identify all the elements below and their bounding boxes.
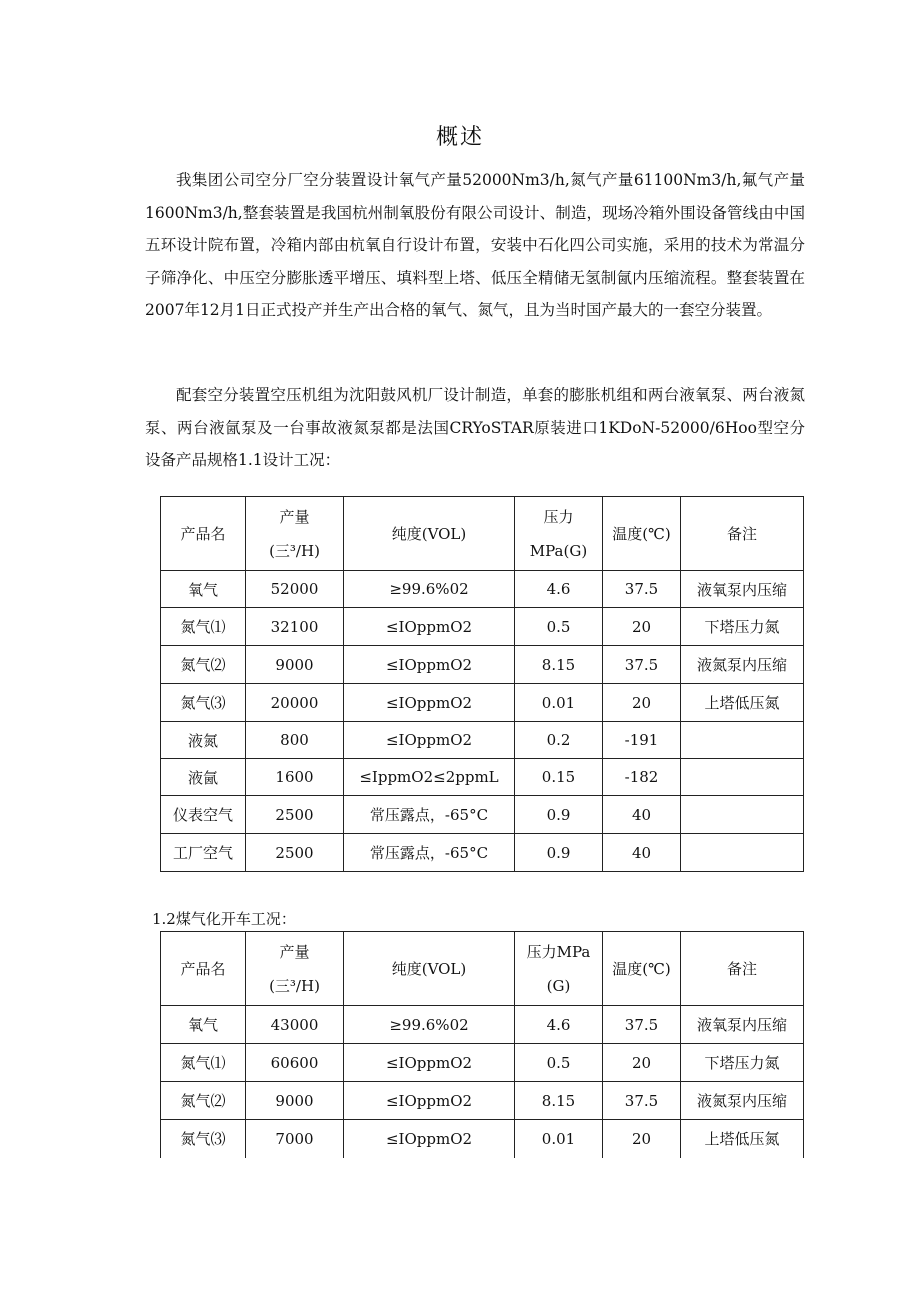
design-conditions-table — [160, 496, 804, 872]
cell-temp: 37.5 — [603, 571, 681, 608]
header-output-line1: 产量 — [279, 507, 310, 526]
cell-output: 2500 — [246, 796, 344, 834]
cell-note: 下塔压力氮 — [681, 608, 804, 646]
header-product: 产品名 — [161, 932, 246, 1006]
header-temp: 温度(℃) — [603, 932, 681, 1006]
section-caption: 1.2煤气化开车工况： — [152, 910, 296, 928]
cell-purity: ≤IOppmO2 — [344, 1120, 515, 1158]
cell-note — [681, 834, 804, 872]
cell-product: 液氤 — [161, 759, 246, 796]
cell-purity: ≤IOppmO2 — [344, 684, 515, 722]
table-row — [161, 571, 804, 608]
cell-temp: 40 — [603, 834, 681, 872]
cell-output: 2500 — [246, 834, 344, 872]
cell-purity: 常压露点，-65°C — [344, 834, 515, 872]
cell-pressure: 0.01 — [515, 1120, 603, 1158]
header-pressure-line2: MPa(G) — [529, 541, 588, 560]
cell-temp: 37.5 — [603, 1082, 681, 1120]
cell-output: 7000 — [246, 1120, 344, 1158]
cell-pressure: 0.5 — [515, 608, 603, 646]
cell-product: 氮气⑶ — [161, 1120, 246, 1158]
header-pressure-line1: 压力 — [543, 507, 574, 526]
cell-note: 液氧泵内压缩 — [681, 571, 804, 608]
table-row — [161, 1006, 804, 1044]
cell-purity: ≥99.6%02 — [344, 571, 515, 608]
cell-note: 上塔低压氮 — [681, 1120, 804, 1158]
cell-product: 氮气⑵ — [161, 646, 246, 684]
cell-output: 1600 — [246, 759, 344, 796]
cell-product: 氮气⑴ — [161, 1044, 246, 1082]
cell-note: 上塔低压氮 — [681, 684, 804, 722]
cell-product: 氮气⑵ — [161, 1082, 246, 1120]
cell-note — [681, 759, 804, 796]
header-note: 备注 — [681, 932, 804, 1006]
intro-paragraph: 我集团公司空分厂空分装置设计氧气产量52000Nm3/h,氮气产量61100Nm3/h,氟气产量1600Nm3/h,整套装置是我国杭州制氧股份有限公司设计、制造，现场冷箱外围设备管线由中国五环设计院布置，冷箱内部由杭氧自行设计布置，安装中石化四公司实施，采用的技术为常温分子筛净化、中压空分膨胀透平增压、填料型上塔、低压全精储无氢制氤内压缩流程。整套装置在2007年12月1日正式投产并生产出合格的氧气、氮气，且为当时国产最大的一套空分装置。 — [145, 171, 805, 319]
cell-pressure: 0.9 — [515, 834, 603, 872]
cell-pressure: 0.5 — [515, 1044, 603, 1082]
cell-pressure: 0.01 — [515, 684, 603, 722]
cell-purity: ≤IppmO2≤2ppmL — [344, 759, 515, 796]
table-header-row — [161, 932, 804, 1006]
cell-purity: ≤IOppmO2 — [344, 1044, 515, 1082]
equipment-paragraph: 配套空分装置空压机组为沈阳鼓风机厂设计制造，单套的膨胀机组和两台液氧泵、两台液氮泵、两台液氤泵及一台事故液氮泵都是法国CRYoSTAR原装进口1KDoN-52000/6Hoo型空分设备产品规格1.1设计工况： — [145, 386, 805, 469]
cell-note — [681, 722, 804, 759]
cell-purity: ≤IOppmO2 — [344, 608, 515, 646]
header-temp: 温度(℃) — [603, 497, 681, 571]
cell-note — [681, 796, 804, 834]
table-row — [161, 759, 804, 796]
cell-output: 9000 — [246, 1082, 344, 1120]
cell-output: 32100 — [246, 608, 344, 646]
cell-pressure: 0.15 — [515, 759, 603, 796]
cell-temp: 20 — [603, 1120, 681, 1158]
cell-product: 液氮 — [161, 722, 246, 759]
table-row — [161, 796, 804, 834]
header-purity: 纯度(VOL) — [344, 932, 515, 1006]
table-row — [161, 1082, 804, 1120]
cell-output: 52000 — [246, 571, 344, 608]
cell-product: 氧气 — [161, 571, 246, 608]
cell-product: 仪表空气 — [161, 796, 246, 834]
cell-temp: 20 — [603, 1044, 681, 1082]
header-purity: 纯度(VOL) — [344, 497, 515, 571]
cell-product: 氮气⑴ — [161, 608, 246, 646]
cell-product: 氧气 — [161, 1006, 246, 1044]
cell-product: 工厂空气 — [161, 834, 246, 872]
table-header-row — [161, 497, 804, 571]
cell-output: 43000 — [246, 1006, 344, 1044]
table-row — [161, 646, 804, 684]
table-row — [161, 1044, 804, 1082]
table-row — [161, 722, 804, 759]
cell-note: 液氧泵内压缩 — [681, 1006, 804, 1044]
cell-note: 液氮泵内压缩 — [681, 1082, 804, 1120]
cell-temp: -182 — [603, 759, 681, 796]
header-output-line2: (三³/H) — [269, 976, 320, 995]
header-pressure-line2: (G) — [546, 976, 571, 995]
header-pressure-line1: 压力MPa — [526, 942, 591, 961]
cell-output: 20000 — [246, 684, 344, 722]
cell-purity: 常压露点，-65°C — [344, 796, 515, 834]
cell-output: 800 — [246, 722, 344, 759]
cell-purity: ≤IOppmO2 — [344, 1082, 515, 1120]
header-pressure — [515, 497, 603, 571]
header-note: 备注 — [681, 497, 804, 571]
header-output-line1: 产量 — [279, 942, 310, 961]
cell-output: 60600 — [246, 1044, 344, 1082]
cell-temp: 20 — [603, 608, 681, 646]
table-row — [161, 684, 804, 722]
cell-pressure: 4.6 — [515, 1006, 603, 1044]
cell-temp: 37.5 — [603, 646, 681, 684]
cell-pressure: 8.15 — [515, 1082, 603, 1120]
cell-purity: ≤IOppmO2 — [344, 722, 515, 759]
cell-pressure: 0.9 — [515, 796, 603, 834]
table-row — [161, 1120, 804, 1158]
gasification-conditions-table — [160, 931, 804, 1158]
header-output-line2: (三³/H) — [269, 541, 320, 560]
header-output — [246, 497, 344, 571]
cell-note: 液氮泵内压缩 — [681, 646, 804, 684]
cell-output: 9000 — [246, 646, 344, 684]
header-product: 产品名 — [161, 497, 246, 571]
cell-temp: 37.5 — [603, 1006, 681, 1044]
cell-purity: ≥99.6%02 — [344, 1006, 515, 1044]
cell-pressure: 0.2 — [515, 722, 603, 759]
cell-temp: 20 — [603, 684, 681, 722]
cell-note: 下塔压力氮 — [681, 1044, 804, 1082]
cell-purity: ≤IOppmO2 — [344, 646, 515, 684]
page-title: 概述 — [435, 125, 484, 150]
cell-temp: -191 — [603, 722, 681, 759]
table-row — [161, 834, 804, 872]
cell-pressure: 4.6 — [515, 571, 603, 608]
header-output — [246, 932, 344, 1006]
cell-temp: 40 — [603, 796, 681, 834]
header-pressure — [515, 932, 603, 1006]
cell-pressure: 8.15 — [515, 646, 603, 684]
cell-product: 氮气⑶ — [161, 684, 246, 722]
table-row — [161, 608, 804, 646]
